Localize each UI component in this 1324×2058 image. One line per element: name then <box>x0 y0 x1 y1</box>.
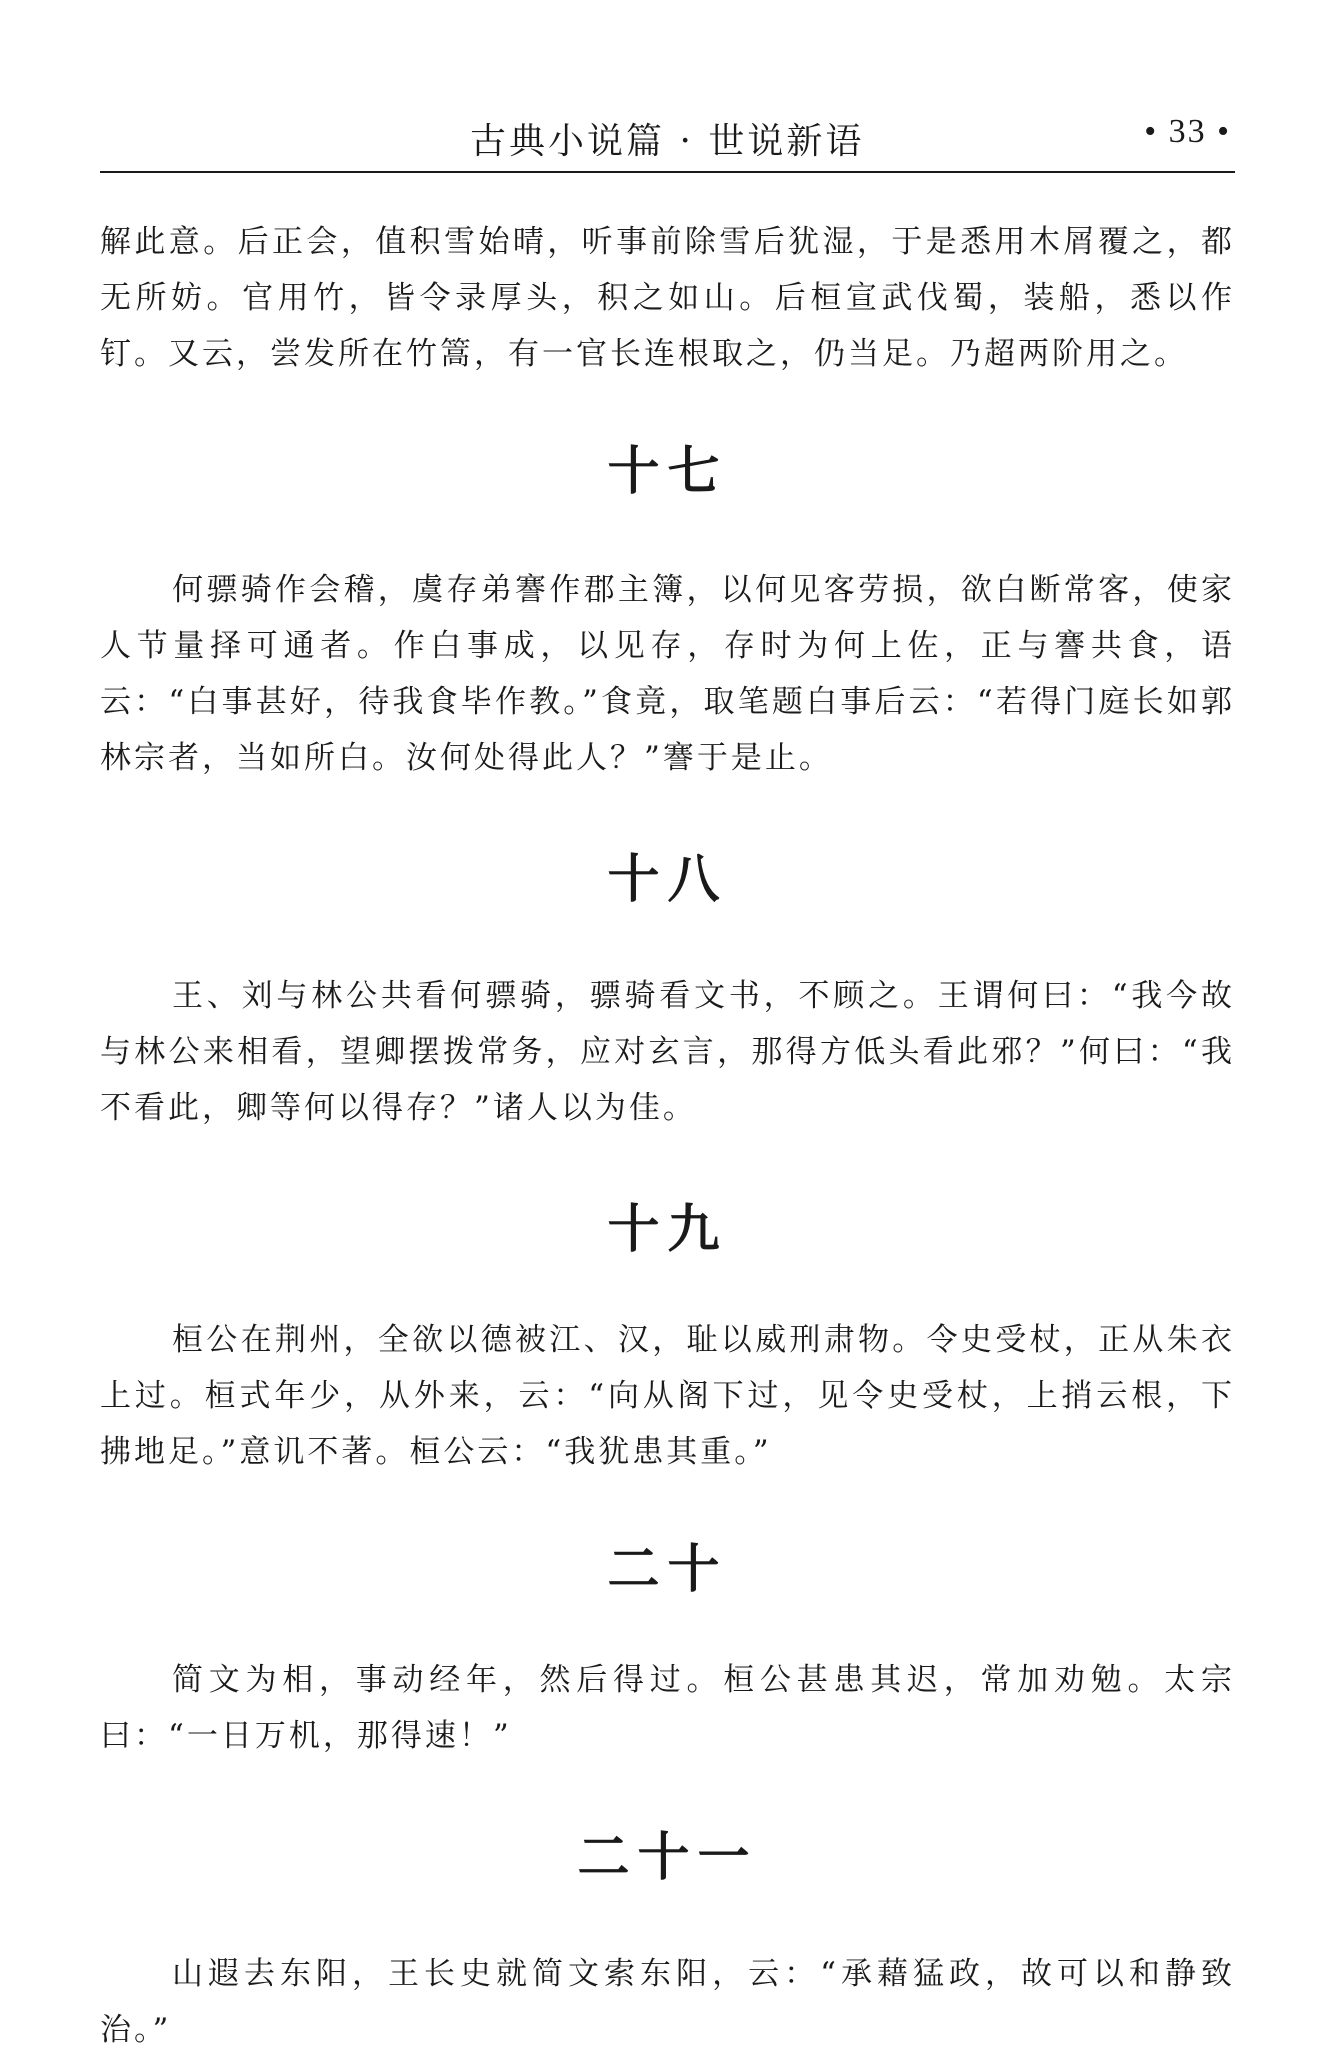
section-heading-21: 二十一 <box>577 1828 758 1888</box>
header-rule <box>100 171 1235 173</box>
paragraph-18: 王、刘与林公共看何骠骑，骠骑看文书，不顾之。王谓何曰：“我今故与林公来相看，望卿摆拨常务，应对玄言，那得方低头看此邪？”何曰：“我不看此，卿等何以得存？”诸人以为佳。 <box>100 978 1235 1126</box>
header-title: 古典小说篇 · 世说新语 <box>470 121 865 162</box>
paragraph-17: 何骠骑作会稽，虞存弟謇作郡主簿，以何见客劳损，欲白断常客，使家人节量择可通者。作白事成，以见存，存时为何上佐，正与謇共食，语云：“白事甚好，待我食毕作教。”食竟，取笔题白事后云：“若得门庭长如郭林宗者，当如所白。汝何处得此人？”謇于是止。 <box>100 572 1235 776</box>
paragraph-21: 山遐去东阳，王长史就简文索东阳，云：“承藉猛政，故可以和静致治。” <box>100 1956 1235 2048</box>
paragraph-19: 桓公在荆州，全欲以德被江、汉，耻以威刑肃物。令史受杖，正从朱衣上过。桓式年少，从外来，云：“向从阁下过，见令史受杖，上捎云根，下拂地足。”意讥不著。桓公云：“我犹患其重。” <box>100 1322 1235 1470</box>
page-body <box>100 214 1235 2058</box>
section-heading-19: 十九 <box>607 1200 728 1260</box>
running-header <box>100 105 1235 161</box>
page-number: • 33 • <box>1144 113 1231 150</box>
section-heading-18: 十八 <box>607 850 728 910</box>
section-heading-17: 十七 <box>607 442 728 502</box>
paragraph-20: 简文为相，事动经年，然后得过。桓公甚患其迟，常加劝勉。太宗曰：“一日万机，那得速！” <box>100 1662 1235 1754</box>
section-heading-20: 二十 <box>607 1540 728 1600</box>
paragraph-continued: 解此意。后正会，值积雪始晴，听事前除雪后犹湿，于是悉用木屑覆之，都无所妨。官用竹，皆令录厚头，积之如山。后桓宣武伐蜀，装船，悉以作钉。又云，尝发所在竹篙，有一官长连根取之，仍当足。乃超两阶用之。 <box>100 224 1235 372</box>
